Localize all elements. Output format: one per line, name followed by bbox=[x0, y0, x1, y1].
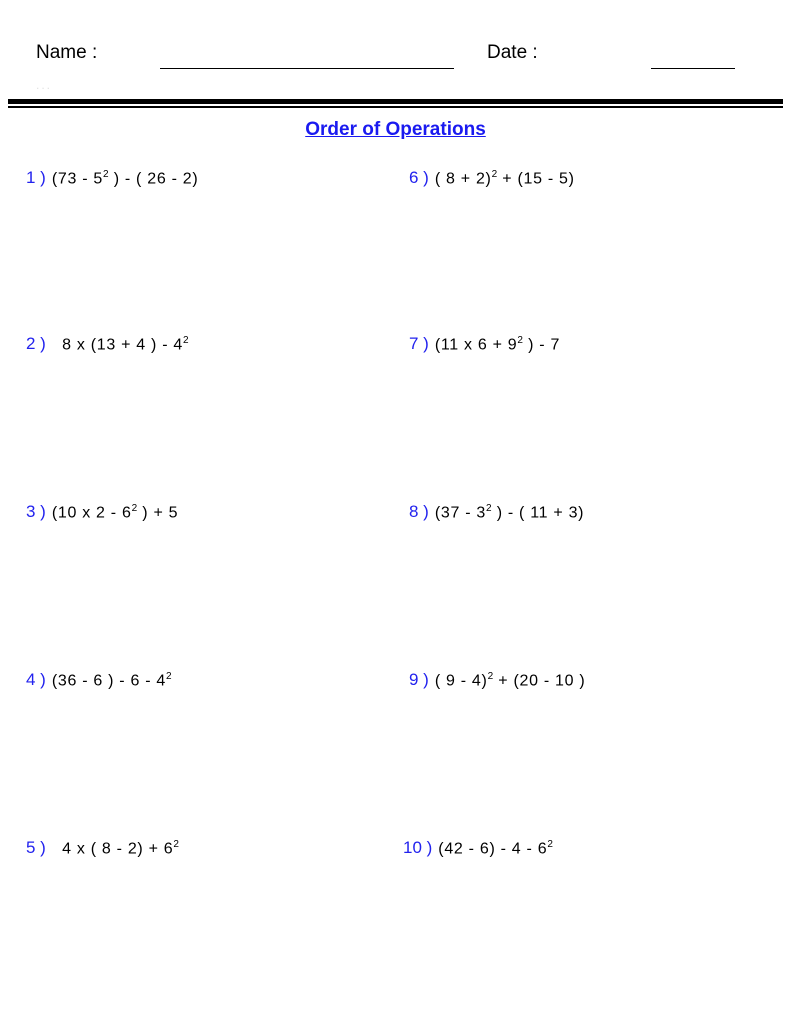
problem-item-4 bbox=[26, 670, 172, 690]
problem-item-3 bbox=[26, 502, 178, 522]
problem-number: 7 ) bbox=[409, 334, 429, 353]
problem-number: 5 ) bbox=[26, 838, 46, 857]
problem-number: 10 ) bbox=[403, 838, 433, 857]
problem-expression: ($37 - 3^2$ ) - ( 11 + 3) bbox=[434, 502, 585, 521]
problem-expression: (10 x $2 - 6^2$ ) + 5 bbox=[51, 502, 179, 521]
problem-expression: ($73 - 5^2$ ) - ( 26 - 2) bbox=[51, 168, 199, 187]
problem-item-5 bbox=[26, 838, 179, 858]
date-input-line[interactable] bbox=[651, 68, 735, 69]
problem-expression: 4 x ( $8 - 2) + 6^2$ bbox=[51, 838, 179, 857]
name-input-line[interactable] bbox=[160, 68, 454, 69]
problem-item-7 bbox=[409, 334, 560, 354]
problem-item-10 bbox=[403, 838, 553, 858]
problem-expression: (11 x $6 + 9^2$ ) - 7 bbox=[434, 334, 561, 353]
divider-thin-line bbox=[8, 106, 783, 108]
problem-number: 2 ) bbox=[26, 334, 46, 353]
problem-item-8 bbox=[409, 502, 584, 522]
problem-expression: (36 - 6 ) - $6 - 4^2$ bbox=[51, 670, 172, 689]
problem-item-9 bbox=[409, 670, 585, 690]
name-label: Name : bbox=[36, 42, 98, 63]
page-title: Order of Operations bbox=[305, 119, 486, 140]
problem-number: 6 ) bbox=[409, 168, 429, 187]
problem-expression: $(42 - 6) - 4 - 6^2$ bbox=[438, 838, 553, 857]
faint-artifact: ... bbox=[36, 78, 53, 92]
problem-number: 3 ) bbox=[26, 502, 46, 521]
problem-item-2 bbox=[26, 334, 189, 354]
problem-expression: 8 x (13 + 4 ) - $4^2$ bbox=[51, 334, 189, 353]
header-divider bbox=[8, 99, 783, 108]
problem-expression: ( 8 + 2)$^2$ + (15 - 5) bbox=[434, 168, 575, 187]
problem-item-6 bbox=[409, 168, 575, 188]
problem-item-1 bbox=[26, 168, 198, 188]
problem-number: 4 ) bbox=[26, 670, 46, 689]
worksheet-header bbox=[0, 32, 791, 78]
problem-number: 1 ) bbox=[26, 168, 46, 187]
problem-number: 9 ) bbox=[409, 670, 429, 689]
problem-expression: ( 9 - 4)$^2$ + (20 - 10 ) bbox=[434, 670, 586, 689]
date-label: Date : bbox=[487, 42, 538, 63]
problem-number: 8 ) bbox=[409, 502, 429, 521]
